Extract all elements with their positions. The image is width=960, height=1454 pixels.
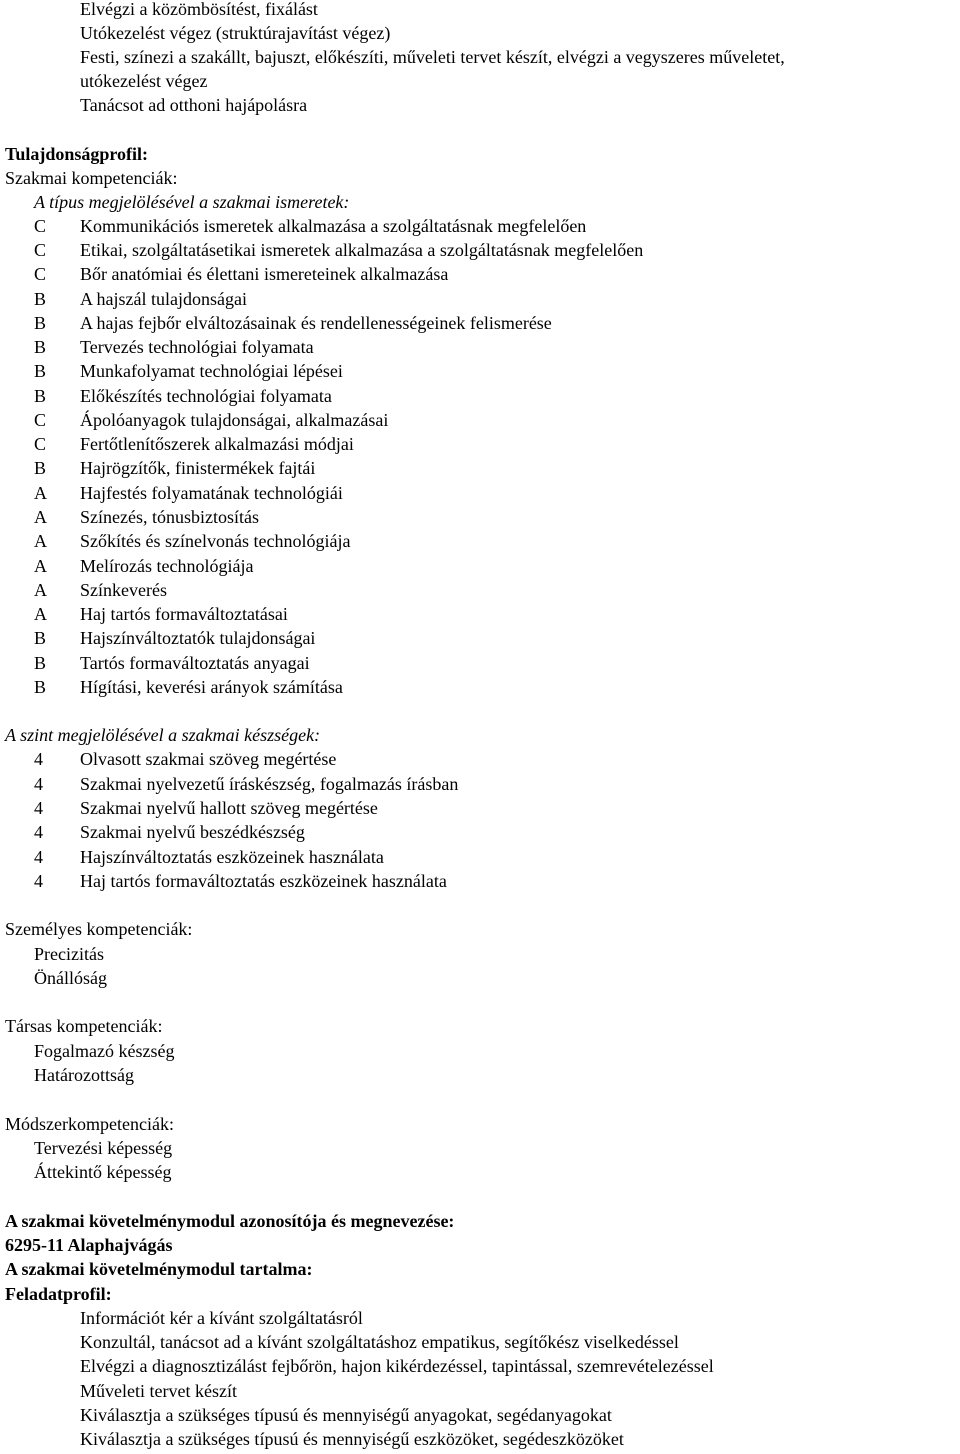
skill-level: 4 (34, 749, 43, 769)
knowledge-item: Hajrögzítők, finistermékek fajtái (80, 458, 316, 478)
knowledge-item: Kommunikációs ismeretek alkalmazása a szolgáltatásnak megfelelően (80, 216, 587, 236)
task-line: Műveleti tervet készít (80, 1381, 237, 1401)
skill-level: 4 (34, 847, 43, 867)
knowledge-level: C (34, 264, 47, 284)
skill-level: 4 (34, 774, 43, 794)
knowledge-item: Ápolóanyagok tulajdonságai, alkalmazásai (80, 410, 389, 430)
task-line: Festi, színezi a szakállt, bajuszt, előkészíti, műveleti tervet készít, elvégzi a vegyszeres műveletet, (80, 47, 785, 67)
profile-title: Tulajdonságprofil: (5, 144, 149, 164)
knowledge-item: Etikai, szolgáltatásetikai ismeretek alkalmazása a szolgáltatásnak megfelelően (80, 240, 644, 260)
knowledge-item: Színezés, tónusbiztosítás (80, 507, 259, 527)
task-profile-label: Feladatprofil: (5, 1284, 112, 1304)
social-item: Határozottság (34, 1065, 134, 1085)
knowledge-item: Melírozás technológiája (80, 556, 254, 576)
knowledge-level: C (34, 216, 47, 236)
knowledge-level: C (34, 434, 47, 454)
method-item: Tervezési képesség (34, 1138, 173, 1158)
skill-level: 4 (34, 798, 43, 818)
knowledge-item: Tartós formaváltoztatás anyagai (80, 653, 310, 673)
knowledge-item: Szőkítés és színelvonás technológiája (80, 531, 351, 551)
task-line: Kiválasztja a szükséges típusú és mennyiségű anyagokat, segédanyagokat (80, 1405, 612, 1425)
knowledge-level: B (34, 653, 47, 673)
knowledge-level: B (34, 677, 47, 697)
social-label: Társas kompetenciák: (5, 1016, 163, 1036)
knowledge-item: Hígítási, keverési arányok számítása (80, 677, 343, 697)
knowledge-item: Tervezés technológiai folyamata (80, 337, 314, 357)
knowledge-item: A hajszál tulajdonságai (80, 289, 247, 309)
knowledge-item: Hajszínváltoztatók tulajdonságai (80, 628, 316, 648)
module-id: 6295-11 Alaphajvágás (5, 1235, 173, 1255)
knowledge-item: Bőr anatómiai és élettani ismereteinek alkalmazása (80, 264, 449, 284)
task-line: Utókezelést végez (struktúrajavítást végez) (80, 23, 391, 43)
knowledge-item: Fertőtlenítőszerek alkalmazási módjai (80, 434, 354, 454)
personal-item: Önállóság (34, 968, 107, 988)
knowledge-heading: A típus megjelölésével a szakmai ismeretek: (34, 192, 350, 212)
knowledge-item: Színkeverés (80, 580, 167, 600)
task-line: utókezelést végez (80, 71, 208, 91)
task-line: Információt kér a kívánt szolgáltatásról (80, 1308, 363, 1328)
task-line: Tanácsot ad otthoni hajápolásra (80, 95, 308, 115)
knowledge-level: A (34, 531, 47, 551)
knowledge-item: Haj tartós formaváltoztatásai (80, 604, 288, 624)
knowledge-level: A (34, 483, 47, 503)
skills-heading: A szint megjelölésével a szakmai készségek: (5, 725, 321, 745)
task-line: Konzultál, tanácsot ad a kívánt szolgáltatáshoz empatikus, segítőkész viselkedéssel (80, 1332, 679, 1352)
prof-comp-label: Szakmai kompetenciák: (5, 168, 178, 188)
skill-item: Szakmai nyelvezetű íráskészség, fogalmazás írásban (80, 774, 459, 794)
knowledge-level: B (34, 628, 47, 648)
knowledge-level: B (34, 313, 47, 333)
knowledge-level: B (34, 289, 47, 309)
social-item: Fogalmazó készség (34, 1041, 175, 1061)
module-id-label: A szakmai követelménymodul azonosítója és megnevezése: (5, 1211, 455, 1231)
skill-item: Olvasott szakmai szöveg megértése (80, 749, 337, 769)
module-content-label: A szakmai követelménymodul tartalma: (5, 1259, 313, 1279)
skill-level: 4 (34, 871, 43, 891)
knowledge-level: B (34, 458, 47, 478)
task-line: Kiválasztja a szükséges típusú és mennyiségű eszközöket, segédeszközöket (80, 1429, 624, 1449)
personal-item: Precizitás (34, 944, 104, 964)
knowledge-level: B (34, 337, 47, 357)
knowledge-item: Előkészítés technológiai folyamata (80, 386, 332, 406)
knowledge-level: C (34, 240, 47, 260)
skill-item: Hajszínváltoztatás eszközeinek használata (80, 847, 384, 867)
knowledge-level: B (34, 386, 47, 406)
knowledge-level: A (34, 604, 47, 624)
task-line: Elvégzi a diagnosztizálást fejbőrön, hajon kikérdezéssel, tapintással, szemrevételezéssel (80, 1356, 714, 1376)
knowledge-level: A (34, 507, 47, 527)
method-item: Áttekintő képesség (34, 1162, 172, 1182)
knowledge-item: A hajas fejbőr elváltozásainak és rendellenességeinek felismerése (80, 313, 552, 333)
skill-item: Szakmai nyelvű hallott szöveg megértése (80, 798, 378, 818)
knowledge-level: A (34, 580, 47, 600)
knowledge-item: Munkafolyamat technológiai lépései (80, 361, 343, 381)
skill-item: Szakmai nyelvű beszédkészség (80, 822, 305, 842)
knowledge-level: C (34, 410, 47, 430)
knowledge-level: A (34, 556, 47, 576)
personal-label: Személyes kompetenciák: (5, 919, 193, 939)
method-label: Módszerkompetenciák: (5, 1114, 174, 1134)
knowledge-item: Hajfestés folyamatának technológiái (80, 483, 343, 503)
knowledge-level: B (34, 361, 47, 381)
skill-level: 4 (34, 822, 43, 842)
task-line: Elvégzi a közömbösítést, fixálást (80, 0, 318, 19)
skill-item: Haj tartós formaváltoztatás eszközeinek használata (80, 871, 447, 891)
